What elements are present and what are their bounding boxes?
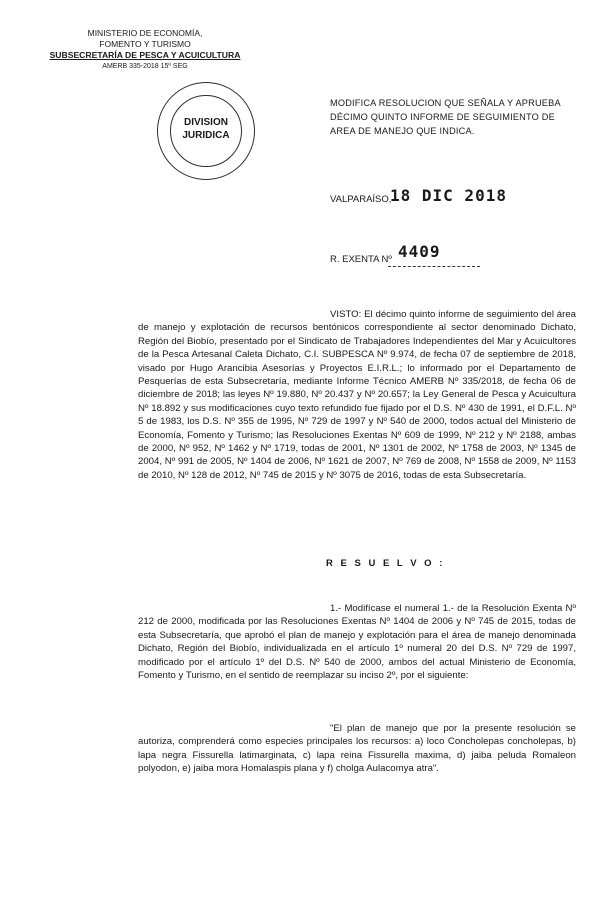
quote-text: "El plan de manejo que por la presente resolución se autoriza, comprenderá como especies principales los recursos: a) loco Concholepas concholepas, b) lapa negra Fissurella latimarginata, c) lapa reina Fissurella maxima, d) jaiba peluda Romaleon polyodon, e) jaiba mora Homalaspis plana y f) cholga Aulacomya atra". [138,723,576,775]
article-1-text: 1.- Modifícase el numeral 1.- de la Resolución Exenta Nº 212 de 2000, modificada por las Resoluciones Exentas Nº 1404 de 2006 y Nº 745 de 2015, todas de esta Subsecretaría, que aprobó el plan de manejo y explotación para el área de manejo denominada Dichato, Región del Biobío, individualizada en el artículo 1º numeral 20 del D.S. Nº 729 de 1997, modificado por el artículo 1º del D.S. Nº 540 de 2000, ambos del actual Ministerio de Economía, Fomento y Turismo, en el sentido de reemplazar su inciso 2º, por el siguiente: [138,603,576,682]
stamp-text-bottom: JURIDICA [182,130,230,141]
date-stamp: 18 DIC 2018 [390,186,507,205]
quote-paragraph [138,722,576,776]
subject-line-1: MODIFICA RESOLUCION QUE SEÑALA Y APRUEBA [330,98,561,108]
article-1-paragraph [138,602,576,682]
subject-block [330,96,580,138]
division-juridica-stamp [157,82,255,180]
subject-line-3: AREA DE MANEJO QUE INDICA. [330,126,475,136]
visto-paragraph [138,308,576,482]
place-label: VALPARAÍSO, [330,194,392,205]
header-line-2: FOMENTO Y TURISMO [99,39,191,49]
resolution-number: 4409 [398,242,441,261]
header-line-1: MINISTERIO DE ECONOMÍA, [87,28,203,38]
ministry-header [40,28,250,72]
resolution-label: R. EXENTA Nº [330,254,392,265]
subject-line-2: DÉCIMO QUINTO INFORME DE SEGUIMIENTO DE [330,112,555,122]
header-ref: AMERB 335-2018 15º SEG [102,63,188,70]
resuelvo-title: R E S U E L V O : [326,558,445,569]
visto-text: VISTO: El décimo quinto informe de seguimiento del área de manejo y explotación de recursos bentónicos correspondiente al sector denominado Dichato, Región del Biobío, presentado por el Sindicato de Trabajadores Independientes del Mar y Acuicultores de la Pesca Artesanal Caleta Dichato, C.I. SUBPESCA Nº 9.974, de fecha 07 de septiembre de 2018, visado por Hugo Arancibia Asesorías y Proyectos E.I.R.L.; lo informado por el Departamento de Pesquerías de esta Subsecretaría, mediante Informe Técnico AMERB Nº 335/2018, de fecha 06 de diciembre de 2018; las leyes Nº 19.880, Nº 20.437 y Nº 20.657; la Ley General de Pesca y Acuicultura Nº 18.892 y sus modificaciones cuyo texto refundido fue fijado por el D.S. Nº 430 de 1991, el D.F.L. Nº 5 de 1983, los D.S. Nº 355 de 1995, Nº 729 de 1997 y Nº 540 de 2000, todos actual del Ministerio de Economía, Fomento y Turismo; las Resoluciones Exentas Nº 609 de 1999, Nº 212 y Nº 2188, ambas de 2000, Nº 952, Nº 1462 y Nº 1719, todas de 2001, Nº 1301 de 2002, Nº 1758 de 2003, Nº 1345 de 2004, Nº 991 de 2005, Nº 1404 de 2006, Nº 1621 de 2007, Nº 769 de 2008, Nº 1558 de 2009, Nº 1153 de 2010, Nº 128 de 2012, Nº 745 de 2015 y Nº 3075 de 2016, todas de esta Subsecretaría. [138,309,576,481]
header-line-3: SUBSECRETARÍA DE PESCA Y ACUICULTURA [49,50,241,60]
stamp-text-top: DIVISION [184,117,228,128]
